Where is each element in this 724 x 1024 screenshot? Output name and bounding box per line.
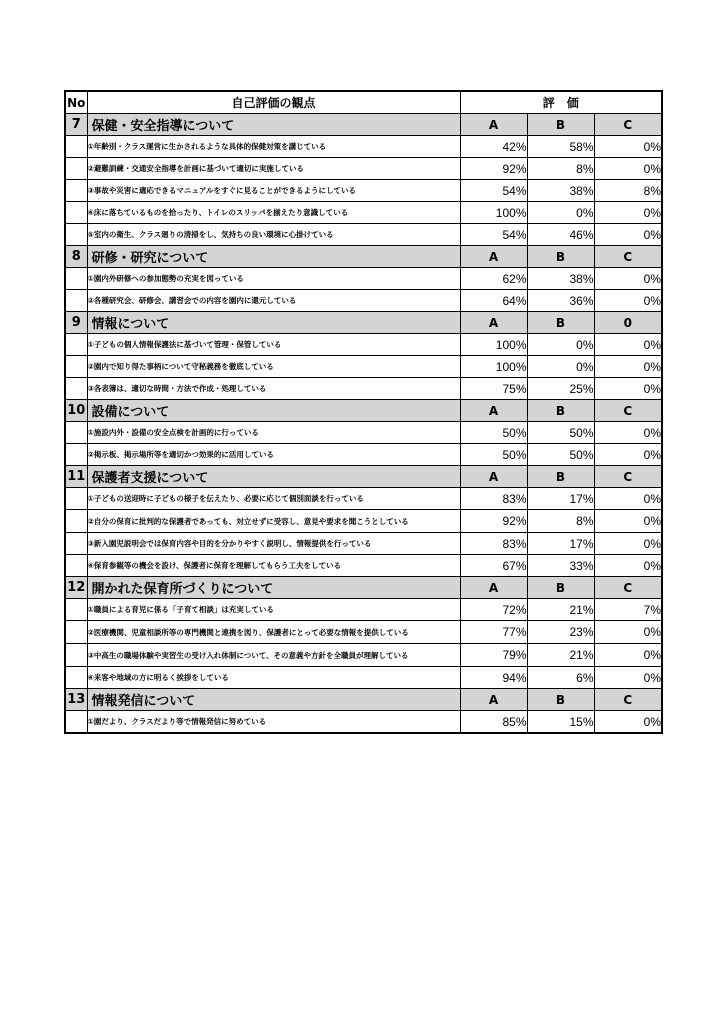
rating-c-value: 0% <box>594 621 662 644</box>
column-head-c: C <box>594 400 662 422</box>
rating-b-value: 50% <box>527 422 594 444</box>
table-row <box>65 444 662 466</box>
column-head-b: B <box>527 312 594 334</box>
item-text: ①施設内外・設備の安全点検を計画的に行っている <box>87 422 460 444</box>
column-head-c: C <box>594 689 662 711</box>
rating-a-value: 42% <box>460 136 527 158</box>
rating-b-value: 21% <box>527 599 594 621</box>
column-head-c: 0 <box>594 312 662 334</box>
table-row <box>65 533 662 555</box>
item-number-cell <box>65 180 87 202</box>
table-row <box>65 378 662 400</box>
section-number: 13 <box>65 689 87 711</box>
rating-b-value: 33% <box>527 555 594 577</box>
item-text: ④床に落ちているものを拾ったり、トイレのスリッパを揃えたり意識している <box>87 202 460 224</box>
item-text: ②自分の保育に批判的な保護者であっても、対立せずに受容し、意見や要求を聞こうとしている <box>87 510 460 533</box>
rating-c-value: 0% <box>594 422 662 444</box>
rating-c-value: 0% <box>594 667 662 689</box>
rating-a-value: 54% <box>460 180 527 202</box>
column-head-a: A <box>460 312 527 334</box>
rating-a-value: 67% <box>460 555 527 577</box>
rating-a-value: 85% <box>460 711 527 734</box>
section-header-row <box>65 577 662 599</box>
table-row <box>65 334 662 356</box>
item-text: ①園内外研修への参加態勢の充実を図っている <box>87 268 460 290</box>
table-row <box>65 621 662 644</box>
rating-a-value: 64% <box>460 290 527 312</box>
item-number-cell <box>65 422 87 444</box>
rating-b-value: 0% <box>527 334 594 356</box>
item-number-cell <box>65 334 87 356</box>
rating-c-value: 0% <box>594 444 662 466</box>
table-row <box>65 202 662 224</box>
item-text: ②園内で知り得た事柄について守秘義務を徹底している <box>87 356 460 378</box>
rating-b-value: 8% <box>527 158 594 180</box>
item-text: ④保育参観等の機会を設け、保護者に保育を理解してもらう工夫をしている <box>87 555 460 577</box>
rating-a-value: 94% <box>460 667 527 689</box>
rating-c-value: 0% <box>594 224 662 246</box>
column-head-c: C <box>594 246 662 268</box>
rating-b-value: 25% <box>527 378 594 400</box>
item-text: ①子どもの送迎時に子どもの様子を伝えたり、必要に応じて個別面談を行っている <box>87 488 460 510</box>
rating-b-value: 38% <box>527 268 594 290</box>
table-row <box>65 599 662 621</box>
rating-a-value: 72% <box>460 599 527 621</box>
rating-a-value: 79% <box>460 644 527 667</box>
rating-c-value: 0% <box>594 533 662 555</box>
rating-a-value: 100% <box>460 356 527 378</box>
rating-a-value: 92% <box>460 510 527 533</box>
column-head-b: B <box>527 114 594 136</box>
rating-b-value: 50% <box>527 444 594 466</box>
item-text: ③中高生の職場体験や実習生の受け入れ体制について、その意義や方針を全職員が理解している <box>87 644 460 667</box>
section-number: 10 <box>65 400 87 422</box>
column-head-c: C <box>594 114 662 136</box>
section-number: 7 <box>65 114 87 136</box>
section-header-row <box>65 114 662 136</box>
item-number-cell <box>65 378 87 400</box>
item-number-cell <box>65 488 87 510</box>
table-row <box>65 136 662 158</box>
rating-c-value: 0% <box>594 290 662 312</box>
section-title: 研修・研究について <box>87 246 460 268</box>
table-row <box>65 224 662 246</box>
item-text: ②避難訓練・交通安全指導を計画に基づいて適切に実施している <box>87 158 460 180</box>
table-row <box>65 510 662 533</box>
table-row <box>65 356 662 378</box>
rating-b-value: 17% <box>527 533 594 555</box>
item-number-cell <box>65 136 87 158</box>
table-body <box>65 114 662 734</box>
rating-a-value: 100% <box>460 202 527 224</box>
item-number-cell <box>65 599 87 621</box>
rating-a-value: 83% <box>460 533 527 555</box>
item-text: ①子どもの個人情報保護法に基づいて管理・保管している <box>87 334 460 356</box>
section-title: 情報について <box>87 312 460 334</box>
rating-c-value: 0% <box>594 510 662 533</box>
section-number: 11 <box>65 466 87 488</box>
column-head-b: B <box>527 246 594 268</box>
header-no: No <box>65 91 87 114</box>
item-number-cell <box>65 621 87 644</box>
table-row <box>65 290 662 312</box>
item-number-cell <box>65 290 87 312</box>
rating-a-value: 50% <box>460 422 527 444</box>
rating-c-value: 0% <box>594 136 662 158</box>
section-title: 情報発信について <box>87 689 460 711</box>
rating-b-value: 0% <box>527 202 594 224</box>
column-head-b: B <box>527 400 594 422</box>
item-text: ②各種研究会、研修会、講習会での内容を園内に還元している <box>87 290 460 312</box>
rating-b-value: 36% <box>527 290 594 312</box>
rating-a-value: 100% <box>460 334 527 356</box>
rating-a-value: 75% <box>460 378 527 400</box>
rating-c-value: 7% <box>594 599 662 621</box>
item-text: ①園だより、クラスだより等で情報発信に努めている <box>87 711 460 734</box>
rating-c-value: 0% <box>594 268 662 290</box>
section-title: 設備について <box>87 400 460 422</box>
rating-a-value: 62% <box>460 268 527 290</box>
item-number-cell <box>65 644 87 667</box>
section-number: 9 <box>65 312 87 334</box>
rating-b-value: 6% <box>527 667 594 689</box>
column-head-b: B <box>527 466 594 488</box>
column-head-a: A <box>460 400 527 422</box>
table-row <box>65 555 662 577</box>
table-row <box>65 180 662 202</box>
rating-b-value: 58% <box>527 136 594 158</box>
item-number-cell <box>65 711 87 734</box>
section-title: 保健・安全指導について <box>87 114 460 136</box>
column-head-a: A <box>460 114 527 136</box>
section-header-row <box>65 312 662 334</box>
rating-c-value: 0% <box>594 202 662 224</box>
item-text: ④来客や地域の方に明るく挨拶をしている <box>87 667 460 689</box>
rating-a-value: 54% <box>460 224 527 246</box>
section-number: 8 <box>65 246 87 268</box>
item-number-cell <box>65 533 87 555</box>
table-row <box>65 422 662 444</box>
item-number-cell <box>65 268 87 290</box>
rating-b-value: 38% <box>527 180 594 202</box>
rating-c-value: 0% <box>594 334 662 356</box>
section-header-row <box>65 246 662 268</box>
item-number-cell <box>65 667 87 689</box>
item-number-cell <box>65 510 87 533</box>
column-head-a: A <box>460 689 527 711</box>
item-text: ⑤室内の衛生、クラス廻りの清掃をし、気持ちの良い環境に心掛けている <box>87 224 460 246</box>
column-head-b: B <box>527 689 594 711</box>
section-header-row <box>65 400 662 422</box>
item-number-cell <box>65 224 87 246</box>
rating-b-value: 46% <box>527 224 594 246</box>
section-header-row <box>65 689 662 711</box>
item-text: ②掲示板、掲示場所等を適切かつ効果的に活用している <box>87 444 460 466</box>
section-title: 開かれた保育所づくりについて <box>87 577 460 599</box>
section-number: 12 <box>65 577 87 599</box>
column-head-a: A <box>460 246 527 268</box>
rating-a-value: 77% <box>460 621 527 644</box>
self-evaluation-table <box>64 90 663 734</box>
table-row <box>65 667 662 689</box>
rating-b-value: 15% <box>527 711 594 734</box>
column-head-a: A <box>460 577 527 599</box>
rating-a-value: 92% <box>460 158 527 180</box>
item-number-cell <box>65 555 87 577</box>
table-row <box>65 644 662 667</box>
column-head-c: C <box>594 466 662 488</box>
rating-a-value: 83% <box>460 488 527 510</box>
table-row <box>65 268 662 290</box>
item-number-cell <box>65 202 87 224</box>
rating-b-value: 0% <box>527 356 594 378</box>
rating-c-value: 0% <box>594 378 662 400</box>
rating-b-value: 17% <box>527 488 594 510</box>
section-header-row <box>65 466 662 488</box>
item-number-cell <box>65 444 87 466</box>
column-head-c: C <box>594 577 662 599</box>
header-viewpoint: 自己評価の観点 <box>87 91 460 114</box>
item-text: ③各表簿は、適切な時間・方法で作成・処理している <box>87 378 460 400</box>
header-evaluation: 評 価 <box>460 91 662 114</box>
rating-c-value: 0% <box>594 158 662 180</box>
item-text: ②医療機関、児童相談所等の専門機関と連携を図り、保護者にとって必要な情報を提供している <box>87 621 460 644</box>
column-head-a: A <box>460 466 527 488</box>
item-text: ①年齢別・クラス運営に生かされるような具体的保健対策を講じている <box>87 136 460 158</box>
column-head-b: B <box>527 577 594 599</box>
rating-b-value: 21% <box>527 644 594 667</box>
item-text: ③新入園児説明会では保育内容や目的を分かりやすく説明し、情報提供を行っている <box>87 533 460 555</box>
item-text: ③事故や災害に適応できるマニュアルをすぐに見ることができるようにしている <box>87 180 460 202</box>
section-title: 保護者支援について <box>87 466 460 488</box>
rating-b-value: 8% <box>527 510 594 533</box>
table-header-row <box>65 91 662 114</box>
table-row <box>65 488 662 510</box>
rating-c-value: 0% <box>594 711 662 734</box>
rating-c-value: 0% <box>594 488 662 510</box>
rating-c-value: 0% <box>594 644 662 667</box>
rating-c-value: 0% <box>594 356 662 378</box>
table-row <box>65 711 662 734</box>
rating-a-value: 50% <box>460 444 527 466</box>
item-number-cell <box>65 356 87 378</box>
rating-b-value: 23% <box>527 621 594 644</box>
item-text: ①職員による育児に係る「子育て相談」は充実している <box>87 599 460 621</box>
rating-c-value: 0% <box>594 555 662 577</box>
rating-c-value: 8% <box>594 180 662 202</box>
item-number-cell <box>65 158 87 180</box>
table-row <box>65 158 662 180</box>
